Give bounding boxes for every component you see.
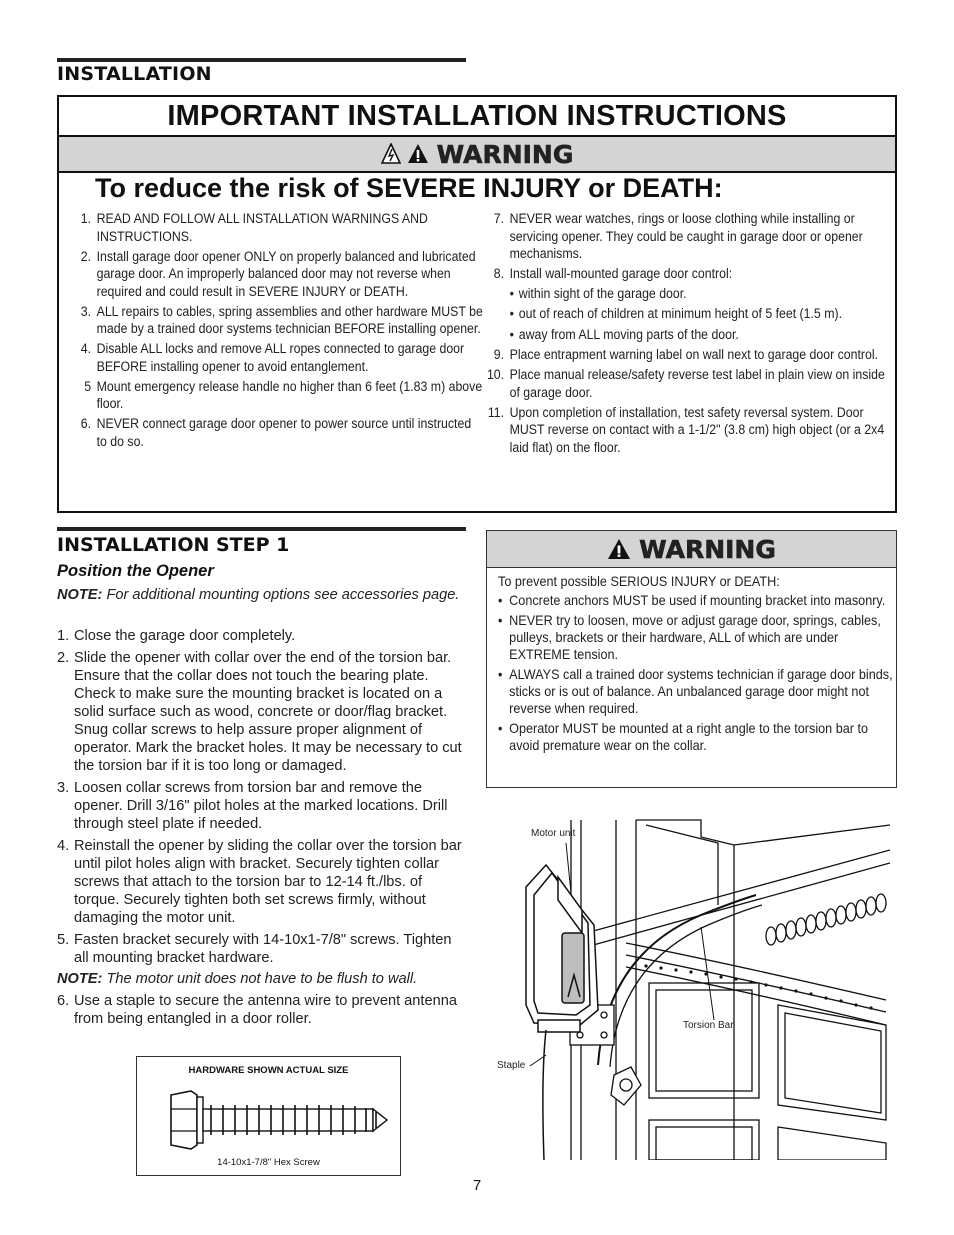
step-rule — [57, 527, 466, 531]
warning-bullet: • ALWAYS call a trained door systems technician if garage door binds, sticks or is out of balance. An unbalanced garage door might not reverse when required. — [498, 666, 893, 718]
warning-label: WARNING — [639, 534, 776, 564]
control-placement-list — [510, 285, 898, 344]
warning-bullet: • NEVER try to loosen, move or adjust garage door, springs, cables, pulleys, brackets or their hardware, ALL of which are under EXTREME tension. — [498, 612, 893, 664]
hardware-title: HARDWARE SHOWN ACTUAL SIZE — [188, 1065, 349, 1076]
instruction-item: 2. Install garage door opener ONLY on properly balanced and lubricated garage door. An improperly balanced door may not reverse when required and could result in SEVERE INJURY or DEATH. — [80, 248, 476, 299]
instruction-item: 6. NEVER connect garage door opener to power source until instructed to do so. — [80, 416, 472, 449]
instruction-item: 3. ALL repairs to cables, spring assemblies and other hardware MUST be made by a trained door systems technician BEFORE installing opener. — [80, 303, 483, 336]
risk-heading: To reduce the risk of SEVERE INJURY or DEATH: — [95, 173, 723, 203]
instructions-left — [69, 210, 489, 453]
page-number: 7 — [472, 1177, 482, 1194]
bullet-item: • out of reach of children at minimum height of 5 feet (1.5 m). — [510, 305, 898, 323]
instruction-item: 5. Fasten bracket securely with 14-10x1-7/8" screws. Tighten all mounting bracket hardware. — [57, 932, 452, 966]
step-subtitle: Position the Opener — [57, 562, 214, 580]
step-title: INSTALLATION STEP 1 — [57, 534, 290, 556]
instruction-item: 8. Install wall-mounted garage door control: • within sight of the garage door. • out of reach of children at minimum height of 5 feet (1.5 m). • away from ALL moving parts of the door. — [482, 265, 898, 343]
torsion-bar-label: Torsion Bar — [683, 1020, 734, 1031]
note-accessories: NOTE: For additional mounting options see accessories page. — [57, 587, 460, 603]
instruction-item: 9. Place entrapment warning label on wall next to garage door control. — [493, 347, 879, 362]
warning-box — [486, 530, 897, 788]
warning-bullet: • Concrete anchors MUST be used if mounting bracket into masonry. — [498, 592, 893, 609]
warning-triangle-icon — [407, 143, 429, 165]
instruction-item: 4. Reinstall the opener by sliding the collar over the torsion bar until pilot holes align with bracket. Securely tighten collar screws that attach to the torsion bar to 12-14 ft./lbs. of torque. Securely tighten both set screws firmly, without damaging the motor unit. — [57, 838, 462, 926]
warning-triangle-icon — [607, 538, 631, 560]
instruction-item: 7. NEVER wear watches, rings or loose clothing while installing or servicing opener. They could be caught in garage door or opener mechanisms. — [493, 211, 863, 261]
instruction-item: 4. Disable ALL locks and remove ALL ropes connected to garage door BEFORE installing opener to avoid entanglement. — [80, 341, 465, 374]
hardware-box — [136, 1056, 401, 1176]
instruction-item: 10. Place manual release/safety reverse test label in plain view on inside of garage door. — [486, 367, 885, 400]
hardware-caption: 14-10x1-7/8" Hex Screw — [217, 1157, 320, 1168]
motor-unit-label: Motor unit — [531, 828, 576, 839]
bullet-item: • within sight of the garage door. — [510, 285, 898, 303]
bullet-item: • away from ALL moving parts of the door. — [510, 326, 898, 344]
instruction-item: 5 Mount emergency release handle no higher than 6 feet (1.83 m) above floor. — [84, 378, 483, 411]
instructions-right — [482, 210, 902, 459]
warning-intro: To prevent possible SERIOUS INJURY or DEATH: — [498, 574, 780, 589]
instruction-item: 1. Close the garage door completely. — [57, 628, 296, 644]
opener-installation-illustration — [486, 815, 896, 1160]
warning-label: WARNING — [436, 139, 574, 169]
important-instructions-box — [57, 95, 897, 513]
staple-label: Staple — [497, 1060, 526, 1071]
warning-band — [59, 137, 895, 173]
instruction-item: 2. Slide the opener with collar over the end of the torsion bar. Ensure that the collar does not touch the bearing plate. Check to make sure the mounting bracket is located on a solid surface such as wood, concrete or door/flag bracket. Snug collar screws to help assure proper alignment of operator. Mark the bracket holes. It may be necessary to cut the torsion bar if it is too long or damaged. — [57, 650, 462, 774]
instruction-item: 11. Upon completion of installation, test safety reversal system. Door MUST reverse on contact with a 1-1/2" (3.8 cm) high object (or a 2x4 laid flat) on the floor. — [487, 404, 885, 455]
section-title: INSTALLATION — [57, 63, 212, 85]
instruction-item: 6. Use a staple to secure the antenna wire to prevent antenna from being entangled in a door roller. — [57, 993, 457, 1027]
warning-header — [487, 531, 896, 568]
section-rule — [57, 58, 466, 62]
warning-bullet: • Operator MUST be mounted at a right angle to the torsion bar to avoid premature wear on the collar. — [498, 720, 893, 754]
instruction-item: 3. Loosen collar screws from torsion bar and remove the opener. Drill 3/16" pilot holes at the marked locations. Drill through steel plate if needed. — [57, 780, 448, 832]
electrical-hazard-icon — [381, 143, 401, 165]
instruction-item: 1. READ AND FOLLOW ALL INSTALLATION WARNINGS AND INSTRUCTIONS. — [80, 211, 428, 244]
hex-screw-illustration — [165, 1087, 395, 1153]
step-instructions — [57, 627, 467, 1032]
warning-body — [498, 573, 893, 757]
main-title: IMPORTANT INSTALLATION INSTRUCTIONS — [59, 97, 895, 137]
note-flush: NOTE: The motor unit does not have to be flush to wall. — [57, 971, 418, 987]
